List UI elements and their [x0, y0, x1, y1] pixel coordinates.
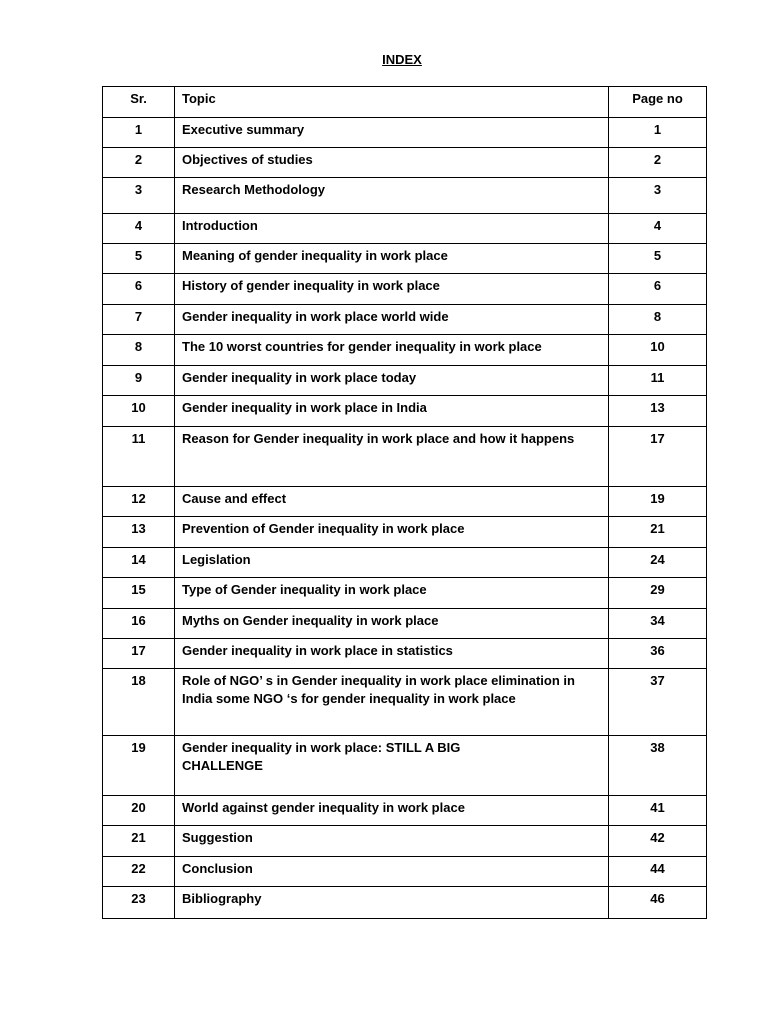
row-sr: 10: [131, 400, 146, 415]
row-topic: Conclusion: [182, 861, 253, 876]
row-sr: 23: [131, 891, 146, 906]
row-topic: Type of Gender inequality in work place: [182, 582, 427, 597]
row-page: 42: [650, 830, 665, 845]
row-page-cell: [609, 669, 707, 736]
row-sr: 2: [134, 152, 143, 167]
row-sr: 19: [131, 740, 146, 755]
row-page: 8: [653, 309, 662, 324]
row-sr-cell: [103, 826, 175, 857]
row-sr-cell: [103, 244, 175, 274]
row-topic-cell: [175, 244, 609, 274]
row-sr: 13: [131, 521, 146, 536]
row-page-cell: [609, 305, 707, 335]
row-topic-cell: [175, 214, 609, 244]
row-page-cell: [609, 148, 707, 178]
row-topic-cell: [175, 366, 609, 396]
header-row: [103, 87, 707, 118]
table-row: [103, 548, 707, 578]
row-sr-cell: [103, 887, 175, 919]
row-sr-cell: [103, 366, 175, 396]
row-sr: 22: [131, 861, 146, 876]
row-sr-cell: [103, 857, 175, 887]
row-sr: 12: [131, 491, 146, 506]
row-page-cell: [609, 609, 707, 639]
row-page: 44: [650, 861, 665, 876]
row-sr-cell: [103, 796, 175, 826]
row-sr-cell: [103, 305, 175, 335]
row-topic: Cause and effect: [182, 491, 287, 506]
row-topic: Objectives of studies: [182, 152, 313, 167]
table-row: [103, 178, 707, 214]
row-page: 34: [650, 613, 665, 628]
row-sr: 11: [131, 431, 146, 446]
row-page: 10: [650, 339, 665, 354]
table-row: [103, 639, 707, 669]
row-page-cell: [609, 487, 707, 517]
header-sr-label: Sr.: [130, 91, 147, 106]
row-page-cell: [609, 517, 707, 548]
row-sr-cell: [103, 669, 175, 736]
header-topic: [175, 87, 609, 118]
table-row: [103, 396, 707, 427]
row-topic: Research Methodology: [182, 182, 326, 197]
row-sr-cell: [103, 118, 175, 148]
row-topic: Gender inequality in work place in statistics: [182, 643, 453, 658]
row-page: 2: [653, 152, 662, 167]
row-topic-cell: [175, 857, 609, 887]
row-topic: Meaning of gender inequality in work place: [182, 248, 448, 263]
row-page: 24: [650, 552, 665, 567]
table-row: [103, 305, 707, 335]
row-topic: Role of NGO’ s in Gender inequality in work place elimination in India some NGO ‘s for gender inequality in work place: [182, 673, 575, 706]
row-topic-cell: [175, 578, 609, 609]
row-topic-cell: [175, 427, 609, 487]
row-topic-cell: [175, 548, 609, 578]
row-sr: 14: [131, 552, 146, 567]
row-topic-cell: [175, 796, 609, 826]
row-topic: Suggestion: [182, 830, 253, 845]
row-page-cell: [609, 857, 707, 887]
row-sr-cell: [103, 548, 175, 578]
row-topic: Gender inequality in work place world wide: [182, 309, 449, 324]
table-row: [103, 887, 707, 919]
row-page-cell: [609, 427, 707, 487]
row-topic: Introduction: [182, 218, 258, 233]
table-row: [103, 335, 707, 366]
index-table: [102, 86, 707, 919]
table-row: [103, 736, 707, 796]
row-sr: 5: [134, 248, 143, 263]
table-row: [103, 609, 707, 639]
row-page: 29: [650, 582, 665, 597]
row-page: 19: [650, 491, 665, 506]
row-page-cell: [609, 178, 707, 214]
header-sr: [103, 87, 175, 118]
table-row: [103, 148, 707, 178]
row-page-cell: [609, 826, 707, 857]
row-topic-cell: [175, 736, 609, 796]
row-sr-cell: [103, 609, 175, 639]
row-page: 37: [650, 673, 665, 688]
row-page-cell: [609, 639, 707, 669]
row-page-cell: [609, 887, 707, 919]
table-row: [103, 826, 707, 857]
row-sr: 7: [134, 309, 143, 324]
row-page: 13: [650, 400, 665, 415]
row-sr: 9: [134, 370, 143, 385]
row-sr-cell: [103, 148, 175, 178]
row-topic-cell: [175, 178, 609, 214]
row-topic: Gender inequality in work place: STILL A BIG CHALLENGE: [182, 740, 461, 773]
table-row: [103, 517, 707, 548]
row-page: 41: [650, 800, 665, 815]
row-sr-cell: [103, 396, 175, 427]
row-sr: 8: [134, 339, 143, 354]
table-row: [103, 578, 707, 609]
row-page-cell: [609, 396, 707, 427]
row-page-cell: [609, 244, 707, 274]
row-page-cell: [609, 578, 707, 609]
row-page-cell: [609, 214, 707, 244]
row-sr: 21: [131, 830, 146, 845]
row-sr: 17: [131, 643, 146, 658]
row-sr: 15: [131, 582, 146, 597]
row-page: 38: [650, 740, 665, 755]
table-row: [103, 274, 707, 305]
row-page: 4: [653, 218, 662, 233]
header-topic-label: Topic: [182, 91, 216, 106]
row-topic-cell: [175, 305, 609, 335]
row-topic: History of gender inequality in work place: [182, 278, 440, 293]
row-topic-cell: [175, 335, 609, 366]
row-topic: Bibliography: [182, 891, 262, 906]
row-sr-cell: [103, 274, 175, 305]
row-topic-cell: [175, 396, 609, 427]
row-page-cell: [609, 736, 707, 796]
row-topic: Gender inequality in work place today: [182, 370, 417, 385]
row-page: 21: [650, 521, 665, 536]
row-sr: 18: [131, 673, 146, 688]
row-page: 5: [653, 248, 662, 263]
row-page-cell: [609, 118, 707, 148]
row-sr: 20: [131, 800, 146, 815]
row-page: 3: [653, 182, 662, 197]
row-sr: 16: [131, 613, 146, 628]
row-sr-cell: [103, 487, 175, 517]
row-page: 46: [650, 891, 665, 906]
row-topic: Legislation: [182, 552, 251, 567]
header-page: [609, 87, 707, 118]
table-row: [103, 669, 707, 736]
row-sr: 6: [134, 278, 143, 293]
table-row: [103, 487, 707, 517]
row-topic-cell: [175, 826, 609, 857]
row-page-cell: [609, 796, 707, 826]
row-page-cell: [609, 366, 707, 396]
row-sr-cell: [103, 517, 175, 548]
row-topic: The 10 worst countries for gender inequality in work place: [182, 339, 542, 354]
row-topic-cell: [175, 669, 609, 736]
row-topic: Prevention of Gender inequality in work place: [182, 521, 465, 536]
row-topic-cell: [175, 609, 609, 639]
row-topic-cell: [175, 118, 609, 148]
row-topic-cell: [175, 274, 609, 305]
row-topic-cell: [175, 517, 609, 548]
row-sr-cell: [103, 578, 175, 609]
row-topic: Gender inequality in work place in India: [182, 400, 427, 415]
row-sr-cell: [103, 214, 175, 244]
table-row: [103, 366, 707, 396]
row-topic: Executive summary: [182, 122, 305, 137]
header-page-label: Page no: [632, 91, 683, 106]
row-page-cell: [609, 335, 707, 366]
row-page-cell: [609, 274, 707, 305]
row-page: 6: [653, 278, 662, 293]
row-topic: Myths on Gender inequality in work place: [182, 613, 439, 628]
table-row: [103, 796, 707, 826]
table-row: [103, 118, 707, 148]
row-topic-cell: [175, 148, 609, 178]
row-topic: World against gender inequality in work place: [182, 800, 465, 815]
page-title: INDEX: [382, 52, 422, 67]
row-topic-cell: [175, 487, 609, 517]
row-page: 36: [650, 643, 665, 658]
row-sr: 3: [134, 182, 143, 197]
row-page: 17: [650, 431, 665, 446]
row-page: 11: [650, 370, 665, 385]
table-row: [103, 244, 707, 274]
row-page-cell: [609, 548, 707, 578]
row-sr: 1: [134, 122, 143, 137]
row-page: 1: [653, 122, 662, 137]
row-sr-cell: [103, 178, 175, 214]
row-sr: 4: [134, 218, 143, 233]
table-row: [103, 427, 707, 487]
row-sr-cell: [103, 335, 175, 366]
row-sr-cell: [103, 427, 175, 487]
row-topic: Reason for Gender inequality in work place and how it happens: [182, 431, 575, 446]
table-row: [103, 857, 707, 887]
row-sr-cell: [103, 639, 175, 669]
row-topic-cell: [175, 887, 609, 919]
row-topic-cell: [175, 639, 609, 669]
table-row: [103, 214, 707, 244]
row-sr-cell: [103, 736, 175, 796]
